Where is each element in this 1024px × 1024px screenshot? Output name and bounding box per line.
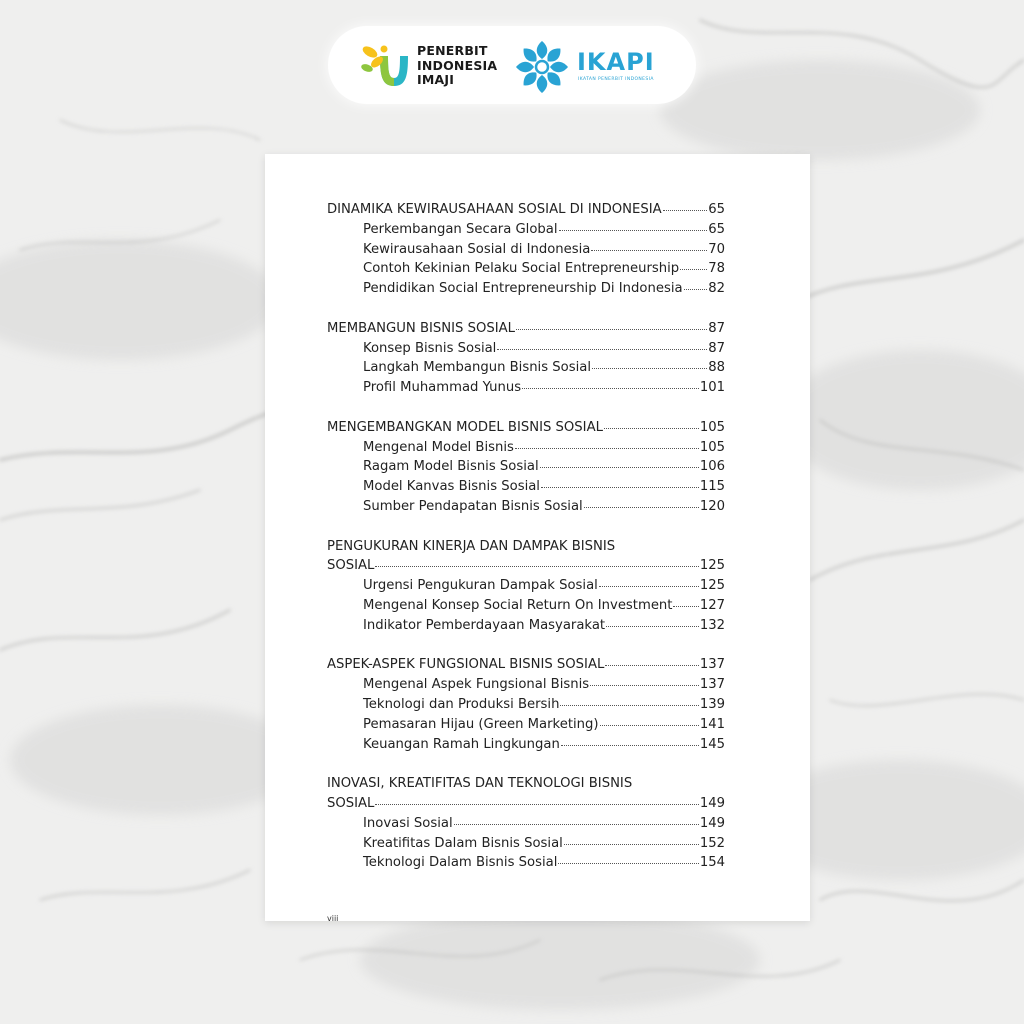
toc-entry-title: Contoh Kekinian Pelaku Social Entrepreneurship xyxy=(363,261,680,277)
toc-dot-leader xyxy=(606,625,699,627)
imaji-line-3: IMAJI xyxy=(417,72,455,87)
toc-section-entry xyxy=(327,279,725,299)
toc-section-entry xyxy=(327,616,725,636)
ikapi-wordmark: IKAPI xyxy=(577,48,655,76)
toc-page-number: 137 xyxy=(699,657,725,673)
toc-entry-title: Model Kanvas Bisnis Sosial xyxy=(363,479,540,495)
toc-dot-leader xyxy=(605,664,699,666)
ikapi-tagline: IKATAN PENERBIT INDONESIA xyxy=(578,77,654,82)
toc-dot-leader xyxy=(561,744,699,746)
toc-entry-title: DINAMIKA KEWIRAUSAHAAN SOSIAL DI INDONESIA xyxy=(327,202,662,217)
table-of-contents xyxy=(327,200,725,893)
toc-dot-leader xyxy=(516,328,707,330)
toc-entry-title: SOSIAL xyxy=(327,795,375,811)
toc-entry-title: Teknologi dan Produksi Bersih xyxy=(363,696,560,712)
toc-section-entry xyxy=(327,358,725,378)
toc-entry-title: Kewirausahaan Sosial di Indonesia xyxy=(363,241,591,257)
toc-page-number: 101 xyxy=(699,380,725,396)
toc-section-entry xyxy=(327,477,725,497)
toc-page-number: 87 xyxy=(708,320,725,336)
toc-chapter-entry xyxy=(327,319,725,339)
toc-entry-title: Profil Muhammad Yunus xyxy=(363,380,522,396)
toc-chapter xyxy=(327,537,725,636)
toc-entry-title: Pemasaran Hijau (Green Marketing) xyxy=(363,716,599,732)
toc-dot-leader xyxy=(591,249,707,251)
toc-chapter xyxy=(327,774,725,873)
toc-page-number: 132 xyxy=(699,617,725,633)
toc-section-entry xyxy=(327,497,725,517)
toc-dot-leader xyxy=(590,684,699,686)
toc-section-entry xyxy=(327,735,725,755)
toc-dot-leader xyxy=(604,427,699,429)
toc-section-entry xyxy=(327,576,725,596)
toc-section-entry xyxy=(327,596,725,616)
toc-chapter-entry xyxy=(327,794,725,814)
toc-page-number: 127 xyxy=(699,597,725,613)
toc-dot-leader xyxy=(515,447,699,449)
toc-page-number: 125 xyxy=(699,558,725,574)
ikapi-logo-icon xyxy=(514,39,570,95)
toc-dot-leader xyxy=(684,288,708,290)
book-page xyxy=(265,154,810,921)
imaji-line-2: INDONESIA xyxy=(417,57,498,73)
toc-entry-title: Konsep Bisnis Sosial xyxy=(363,340,497,356)
toc-entry-title: SOSIAL xyxy=(327,558,375,574)
toc-entry-title: Sumber Pendapatan Bisnis Sosial xyxy=(363,498,583,514)
toc-dot-leader xyxy=(599,585,699,587)
toc-page-number: 145 xyxy=(699,736,725,752)
toc-entry-title: Ragam Model Bisnis Sosial xyxy=(363,459,539,475)
toc-dot-leader xyxy=(522,387,699,389)
toc-chapter xyxy=(327,200,725,299)
toc-section-entry xyxy=(327,834,725,854)
toc-entry-title: Urgensi Pengukuran Dampak Sosial xyxy=(363,578,598,594)
toc-dot-leader xyxy=(680,268,707,270)
toc-page-number: 125 xyxy=(699,578,725,594)
toc-page-number: 65 xyxy=(708,202,725,217)
toc-dot-leader xyxy=(584,506,699,508)
imaji-line-1: PENERBIT xyxy=(417,43,488,58)
toc-section-entry xyxy=(327,695,725,715)
toc-page-number: 88 xyxy=(708,360,725,376)
toc-dot-leader xyxy=(592,367,707,369)
toc-page-number: 152 xyxy=(699,835,725,851)
toc-section-entry xyxy=(327,259,725,279)
toc-dot-leader xyxy=(375,565,698,567)
toc-chapter xyxy=(327,418,725,517)
toc-dot-leader xyxy=(559,229,708,231)
toc-dot-leader xyxy=(600,724,699,726)
toc-page-number: 149 xyxy=(699,795,725,811)
toc-entry-title: Mengenal Model Bisnis xyxy=(363,439,514,455)
toc-page-number: 141 xyxy=(699,716,725,732)
toc-page-number: 70 xyxy=(708,241,725,257)
toc-page-number: 137 xyxy=(699,677,725,693)
toc-entry-title: Mengenal Konsep Social Return On Investment xyxy=(363,597,673,613)
toc-section-entry xyxy=(327,438,725,458)
toc-entry-title: ASPEK-ASPEK FUNGSIONAL BISNIS SOSIAL xyxy=(327,657,605,673)
toc-chapter xyxy=(327,319,725,398)
toc-dot-leader xyxy=(673,605,698,607)
toc-dot-leader xyxy=(564,843,699,845)
toc-entry-title: Indikator Pemberdayaan Masyarakat xyxy=(363,617,606,633)
penerbit-imaji-logo-icon xyxy=(358,40,414,96)
toc-page-number: 149 xyxy=(699,815,725,831)
toc-entry-title: Inovasi Sosial xyxy=(363,815,453,831)
toc-dot-leader xyxy=(454,823,699,825)
toc-chapter-entry xyxy=(327,655,725,675)
toc-dot-leader xyxy=(558,862,698,864)
toc-section-entry xyxy=(327,240,725,260)
toc-section-entry xyxy=(327,378,725,398)
toc-page-number: 65 xyxy=(708,221,725,237)
toc-page-number: 87 xyxy=(708,340,725,356)
toc-page-number: 78 xyxy=(708,261,725,277)
toc-page-number: 82 xyxy=(708,281,725,297)
toc-page-number: 139 xyxy=(699,696,725,712)
toc-page-number: 120 xyxy=(699,498,725,514)
toc-page-number: 154 xyxy=(699,855,725,871)
toc-page-number: 106 xyxy=(699,459,725,475)
penerbit-imaji-wordmark xyxy=(417,44,497,88)
toc-page-number: 115 xyxy=(699,479,725,495)
toc-entry-title: Keuangan Ramah Lingkungan xyxy=(363,736,560,752)
toc-page-number: 105 xyxy=(699,439,725,455)
toc-section-entry xyxy=(327,853,725,873)
toc-dot-leader xyxy=(663,209,708,211)
toc-dot-leader xyxy=(540,466,699,468)
toc-chapter-title-line: PENGUKURAN KINERJA DAN DAMPAK BISNIS xyxy=(327,538,616,554)
toc-entry-title: Pendidikan Social Entrepreneurship Di Indonesia xyxy=(363,281,683,297)
page-number: viii xyxy=(327,914,339,923)
toc-page-number: 105 xyxy=(699,419,725,435)
toc-chapter-entry xyxy=(327,556,725,576)
toc-entry-title: Kreatifitas Dalam Bisnis Sosial xyxy=(363,835,563,851)
toc-entry-title: Mengenal Aspek Fungsional Bisnis xyxy=(363,677,590,693)
toc-entry-title: Perkembangan Secara Global xyxy=(363,221,558,237)
toc-entry-title: MEMBANGUN BISNIS SOSIAL xyxy=(327,320,515,336)
toc-entry-title: Teknologi Dalam Bisnis Sosial xyxy=(363,855,558,871)
toc-section-entry xyxy=(327,675,725,695)
toc-dot-leader xyxy=(375,803,698,805)
toc-chapter-entry xyxy=(327,200,725,220)
toc-section-entry xyxy=(327,220,725,240)
toc-chapter xyxy=(327,655,725,754)
toc-section-entry xyxy=(327,715,725,735)
toc-section-entry xyxy=(327,457,725,477)
toc-section-entry xyxy=(327,339,725,359)
toc-entry-title: MENGEMBANGKAN MODEL BISNIS SOSIAL xyxy=(327,419,603,435)
toc-dot-leader xyxy=(541,486,699,488)
toc-dot-leader xyxy=(560,704,698,706)
toc-entry-title: Langkah Membangun Bisnis Sosial xyxy=(363,360,592,376)
toc-chapter-entry xyxy=(327,418,725,438)
toc-section-entry xyxy=(327,814,725,834)
toc-dot-leader xyxy=(497,348,707,350)
toc-chapter-title-line: INOVASI, KREATIFITAS DAN TEKNOLOGI BISNIS xyxy=(327,776,633,792)
